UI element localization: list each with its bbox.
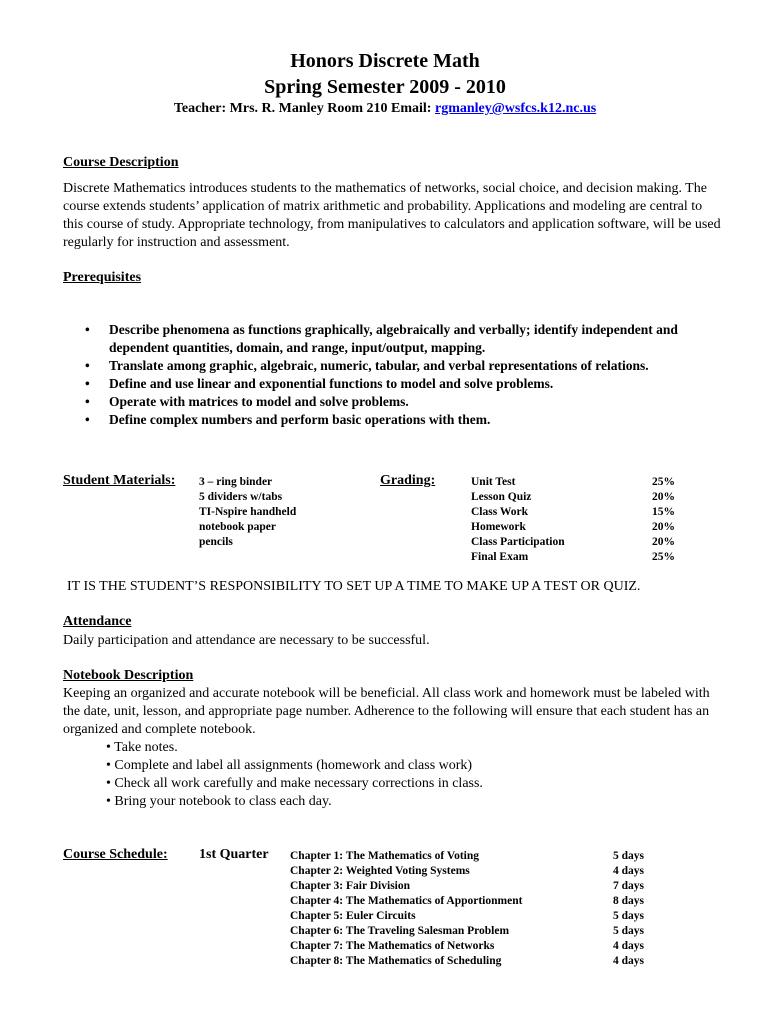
schedule-duration: 5 days: [613, 910, 644, 922]
list-item: 3 – ring binder: [199, 476, 273, 488]
grading-categories: [471, 475, 565, 565]
grading-category: Class Work: [471, 506, 528, 518]
grading-category: Final Exam: [471, 551, 529, 563]
student-materials-heading: Student Materials:: [63, 473, 176, 488]
grading-category: Unit Test: [471, 476, 516, 488]
bullet-icon: •: [85, 394, 90, 409]
bullet-icon: •: [106, 740, 115, 755]
notebook-description-text: Keeping an organized and accurate notebook will be beneficial. All class work and homework must be labeled with the date, unit, lesson, and appropriate page number. Adherence to the following will ensure that each student has an organized and complete notebook.: [63, 686, 710, 737]
course-description-heading: Course Description: [63, 155, 179, 170]
list-item: • Take notes.: [106, 740, 178, 755]
schedule-chapter: Chapter 7: The Mathematics of Networks: [290, 940, 495, 952]
teacher-info: Teacher: Mrs. R. Manley Room 210: [173, 101, 392, 116]
list-item: • Operate with matrices to model and solve problems.: [85, 394, 409, 409]
bullet-icon: •: [106, 758, 115, 773]
attendance-heading: Attendance: [63, 614, 132, 629]
list-item: • Check all work carefully and make necessary corrections in class.: [106, 776, 483, 791]
list-item: • Describe phenomena as functions graphically, algebraically and verbally; identify independent and dependent quantities, domain, and range, input/output, mapping.: [85, 322, 678, 355]
schedule-chapter: Chapter 3: Fair Division: [290, 880, 411, 892]
schedule-chapter: Chapter 6: The Traveling Salesman Problem: [290, 925, 510, 937]
schedule-chapter: Chapter 4: The Mathematics of Apportionment: [290, 895, 523, 907]
list-item: • Define complex numbers and perform basic operations with them.: [85, 412, 491, 427]
schedule-durations: [604, 849, 644, 969]
teacher-line: [0, 101, 770, 117]
list-item: TI-Nspire handheld: [199, 506, 297, 518]
list-item: • Define and use linear and exponential functions to model and solve problems.: [85, 376, 554, 391]
grading-weight: 20%: [652, 536, 675, 548]
schedule-duration: 4 days: [613, 940, 644, 952]
course-schedule-heading: Course Schedule:: [63, 847, 168, 862]
schedule-duration: 5 days: [613, 925, 644, 937]
grading-weight: 25%: [652, 551, 675, 563]
list-item: • Translate among graphic, algebraic, numeric, tabular, and verbal representations of relations.: [85, 358, 649, 373]
semester-title: Spring Semester 2009 - 2010: [264, 76, 506, 98]
grading-weight: 25%: [652, 476, 675, 488]
grading-weight: 15%: [652, 506, 675, 518]
schedule-chapter: Chapter 5: Euler Circuits: [290, 910, 416, 922]
notebook-checklist: [106, 739, 483, 811]
list-item: • Bring your notebook to class each day.: [106, 794, 332, 809]
schedule-duration: 7 days: [613, 880, 644, 892]
prerequisites-heading: Prerequisites: [63, 270, 142, 285]
schedule-duration: 8 days: [613, 895, 644, 907]
schedule-duration: 4 days: [613, 865, 644, 877]
grading-weight: 20%: [652, 521, 675, 533]
materials-list: [199, 475, 296, 550]
grading-weights: [652, 475, 675, 565]
grading-heading: Grading:: [380, 473, 436, 488]
bullet-icon: •: [106, 776, 115, 791]
grading-category: Class Participation: [471, 536, 565, 548]
responsibility-notice: IT IS THE STUDENT’S RESPONSIBILITY TO SET UP A TIME TO MAKE UP A TEST OR QUIZ.: [67, 579, 641, 594]
notebook-description-heading: Notebook Description: [63, 668, 194, 683]
email-link[interactable]: rgmanley@wsfcs.k12.nc.us: [434, 101, 597, 116]
list-item: notebook paper: [199, 521, 276, 533]
schedule-chapter: Chapter 1: The Mathematics of Voting: [290, 850, 480, 862]
schedule-chapter: Chapter 8: The Mathematics of Scheduling: [290, 955, 502, 967]
course-title: Honors Discrete Math: [290, 50, 480, 72]
list-item: pencils: [199, 536, 233, 548]
list-item: 5 dividers w/tabs: [199, 491, 283, 503]
bullet-icon: •: [85, 322, 90, 337]
grading-weight: 20%: [652, 491, 675, 503]
list-item: • Complete and label all assignments (homework and class work): [106, 758, 473, 773]
schedule-duration: 5 days: [613, 850, 644, 862]
grading-category: Lesson Quiz: [471, 491, 532, 503]
grading-category: Homework: [471, 521, 526, 533]
course-description-text: Discrete Mathematics introduces students to the mathematics of networks, social choice, and decision making. The course extends students’ application of matrix arithmetic and probability. Applications and modeling are central to this course of study. Appropriate technology, from manipulatives to calculators and application software, will be used regularly for instruction and assessment.: [63, 181, 721, 250]
schedule-chapter: Chapter 2: Weighted Voting Systems: [290, 865, 470, 877]
schedule-duration: 4 days: [613, 955, 644, 967]
bullet-icon: •: [85, 412, 90, 427]
bullet-icon: •: [106, 794, 115, 809]
attendance-text: Daily participation and attendance are necessary to be successful.: [63, 633, 430, 648]
schedule-chapters: [290, 849, 522, 969]
email-label: Email:: [391, 101, 435, 116]
prerequisites-list: [85, 321, 735, 429]
bullet-icon: •: [85, 358, 90, 373]
quarter-label: 1st Quarter: [199, 847, 269, 862]
bullet-icon: •: [85, 376, 90, 391]
